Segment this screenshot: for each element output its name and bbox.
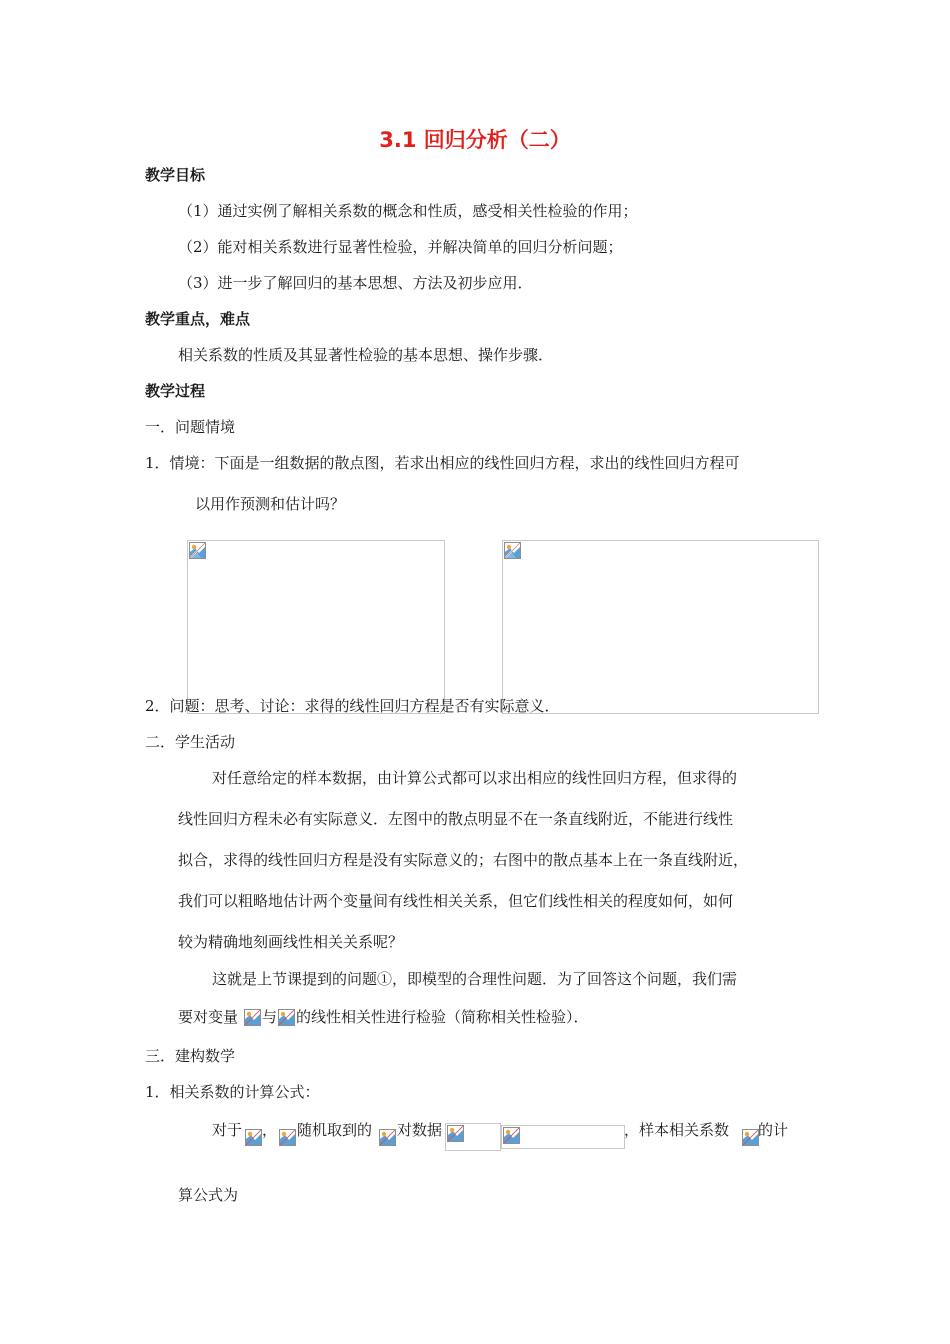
focus-heading: 教学重点，难点 bbox=[145, 310, 251, 328]
broken-image-icon bbox=[189, 542, 206, 559]
goal-item-2: （2）能对相关系数进行显著性检验，并解决简单的回归分析问题； bbox=[178, 238, 623, 256]
broken-image-icon bbox=[504, 542, 521, 559]
broken-image-icon bbox=[742, 1129, 759, 1146]
goal-item-3: （3）进一步了解回归的基本思想、方法及初步应用． bbox=[178, 274, 533, 292]
broken-image-icon bbox=[503, 1127, 520, 1144]
formula-line-e: ，样本相关系数 bbox=[624, 1121, 730, 1139]
para2-line2-b: 与 bbox=[262, 1008, 278, 1026]
formula-line-c: 随机取到的 bbox=[297, 1121, 373, 1139]
formula-line-b: ， bbox=[262, 1121, 278, 1139]
broken-image-icon bbox=[379, 1129, 396, 1146]
formula-line-a: 对于 bbox=[212, 1121, 243, 1139]
part2-heading: 二．学生活动 bbox=[145, 733, 236, 751]
para1-line4: 我们可以粗略地估计两个变量间有线性相关关系，但它们线性相关的程度如何，如何 bbox=[178, 892, 734, 910]
formula-line-f: 的计 bbox=[758, 1121, 789, 1139]
scatter-plot-left-image bbox=[187, 540, 445, 714]
para2-line2-a: 要对变量 bbox=[178, 1008, 239, 1026]
broken-image-icon bbox=[245, 1129, 262, 1146]
broken-image-icon bbox=[279, 1129, 296, 1146]
part3-heading: 三．建构数学 bbox=[145, 1047, 236, 1065]
page-title: 3.1 回归分析（二） bbox=[379, 128, 571, 152]
formula-line2: 算公式为 bbox=[178, 1186, 239, 1204]
item2: 2．问题：思考、讨论：求得的线性回归方程是否有实际意义． bbox=[145, 697, 560, 715]
para1-line3: 拟合，求得的线性回归方程是没有实际意义的；右图中的散点基本上在一条直线附近， bbox=[178, 851, 749, 869]
process-heading: 教学过程 bbox=[145, 382, 206, 400]
formula-data-image-2 bbox=[501, 1125, 625, 1149]
para2-line2-c: 的线性相关性进行检验（简称相关性检验）． bbox=[296, 1008, 589, 1026]
part1-heading: 一．问题情境 bbox=[145, 418, 236, 436]
item1-line1: 1．情境：下面是一组数据的散点图，若求出相应的线性回归方程，求出的线性回归方程可 bbox=[145, 454, 740, 472]
para2-line1: 这就是上节课提到的问题①，即模型的合理性问题．为了回答这个问题，我们需 bbox=[212, 970, 738, 988]
broken-image-icon bbox=[278, 1009, 295, 1026]
formula-data-image-1 bbox=[445, 1123, 501, 1151]
broken-image-icon bbox=[447, 1125, 464, 1142]
para1-line1: 对任意给定的样本数据，由计算公式都可以求出相应的线性回归方程，但求得的 bbox=[212, 769, 738, 787]
item1-line2: 以用作预测和估计吗？ bbox=[195, 495, 346, 513]
goals-heading: 教学目标 bbox=[145, 166, 206, 184]
item3: 1．相关系数的计算公式： bbox=[145, 1083, 320, 1101]
para1-line5: 较为精确地刻画线性相关关系呢？ bbox=[178, 933, 404, 951]
goal-item-1: （1）通过实例了解相关系数的概念和性质，感受相关性检验的作用； bbox=[178, 202, 638, 220]
broken-image-icon bbox=[244, 1009, 261, 1026]
focus-text: 相关系数的性质及其显著性检验的基本思想、操作步骤． bbox=[178, 346, 554, 364]
formula-line-d: 对数据 bbox=[397, 1121, 443, 1139]
scatter-plot-right-image bbox=[502, 540, 819, 714]
para1-line2: 线性回归方程未必有实际意义．左图中的散点明显不在一条直线附近，不能进行线性 bbox=[178, 810, 734, 828]
